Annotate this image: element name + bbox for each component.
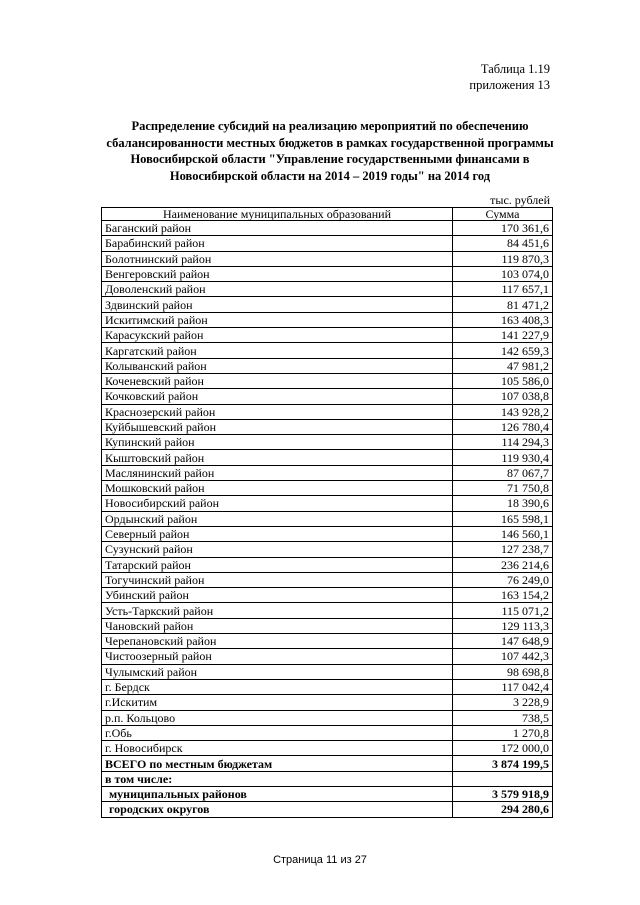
appendix-number: приложения 13 — [469, 78, 550, 92]
row-value: 105 586,0 — [453, 373, 553, 388]
row-name: Искитимский район — [102, 312, 453, 327]
row-name: р.п. Кольцово — [102, 710, 453, 725]
title-line: Новосибирской области на 2014 – 2019 годы" на 2014 год — [169, 168, 491, 183]
districts-label: муниципальных районов — [102, 786, 453, 801]
document-title — [100, 118, 560, 184]
table-number: Таблица 1.19 — [480, 62, 550, 76]
row-name: Барабинский район — [102, 236, 453, 251]
table-row — [102, 236, 553, 251]
row-name: Доволенский район — [102, 282, 453, 297]
table-row — [102, 282, 553, 297]
table-row — [102, 496, 553, 511]
cities-row — [102, 802, 553, 817]
row-value: 143 928,2 — [453, 404, 553, 419]
table-totals — [102, 756, 553, 817]
row-value: 147 648,9 — [453, 634, 553, 649]
row-name: Убинский район — [102, 588, 453, 603]
cities-value: 294 280,6 — [453, 802, 553, 817]
row-value: 119 930,4 — [453, 450, 553, 465]
row-name: Чулымский район — [102, 664, 453, 679]
total-value: 3 874 199,5 — [453, 756, 553, 771]
row-name: Черепановский район — [102, 634, 453, 649]
table-row — [102, 542, 553, 557]
table-row — [102, 404, 553, 419]
row-value: 129 113,3 — [453, 618, 553, 633]
row-value: 117 042,4 — [453, 679, 553, 694]
table-row — [102, 266, 553, 281]
row-value: 81 471,2 — [453, 297, 553, 312]
row-value: 98 698,8 — [453, 664, 553, 679]
table-row — [102, 419, 553, 434]
row-name: Баганский район — [102, 221, 453, 236]
table-row — [102, 710, 553, 725]
table-row — [102, 526, 553, 541]
including-row — [102, 771, 553, 786]
row-value: 236 214,6 — [453, 557, 553, 572]
row-value: 47 981,2 — [453, 358, 553, 373]
total-row — [102, 756, 553, 771]
row-value: 141 227,9 — [453, 328, 553, 343]
row-value: 115 071,2 — [453, 603, 553, 618]
row-name: Краснозерский район — [102, 404, 453, 419]
table-row — [102, 328, 553, 343]
table-row — [102, 603, 553, 618]
title-line: Распределение субсидий на реализацию мероприятий по обеспечению — [131, 119, 529, 133]
row-value: 1 270,8 — [453, 725, 553, 740]
row-value: 84 451,6 — [453, 236, 553, 251]
row-name: Кыштовский район — [102, 450, 453, 465]
row-name: Усть-Таркский район — [102, 603, 453, 618]
row-name: Кочковский район — [102, 389, 453, 404]
row-value: 163 154,2 — [453, 588, 553, 603]
table-row — [102, 557, 553, 572]
row-value: 87 067,7 — [453, 465, 553, 480]
row-value: 71 750,8 — [453, 481, 553, 496]
table-row — [102, 511, 553, 526]
row-name: Каргатский район — [102, 343, 453, 358]
row-name: Купинский район — [102, 435, 453, 450]
table-row — [102, 465, 553, 480]
row-name: Карасукский район — [102, 328, 453, 343]
including-value — [453, 771, 553, 786]
row-value: 103 074,0 — [453, 266, 553, 281]
table-row — [102, 343, 553, 358]
table-row — [102, 695, 553, 710]
row-value: 119 870,3 — [453, 251, 553, 266]
row-name: Колыванский район — [102, 358, 453, 373]
row-value: 142 659,3 — [453, 343, 553, 358]
row-name: Чановский район — [102, 618, 453, 633]
row-value: 127 238,7 — [453, 542, 553, 557]
row-name: г.Обь — [102, 725, 453, 740]
row-name: г. Бердск — [102, 679, 453, 694]
row-name: г.Искитим — [102, 695, 453, 710]
row-name: г. Новосибирск — [102, 741, 453, 756]
row-value: 165 598,1 — [453, 511, 553, 526]
table-row — [102, 588, 553, 603]
table-row — [102, 634, 553, 649]
table-row — [102, 664, 553, 679]
row-value: 163 408,3 — [453, 312, 553, 327]
row-value: 107 038,8 — [453, 389, 553, 404]
table-row — [102, 435, 553, 450]
row-value: 3 228,9 — [453, 695, 553, 710]
title-line: сбалансированности местных бюджетов в рамках государственной программы — [106, 135, 554, 150]
row-value: 76 249,0 — [453, 572, 553, 587]
row-value: 107 442,3 — [453, 649, 553, 664]
table-row — [102, 312, 553, 327]
table-row — [102, 649, 553, 664]
including-label: в том числе: — [102, 771, 453, 786]
table-row — [102, 221, 553, 236]
row-value: 738,5 — [453, 710, 553, 725]
table-row — [102, 450, 553, 465]
row-name: Коченевский район — [102, 373, 453, 388]
row-value: 117 657,1 — [453, 282, 553, 297]
row-name: Ордынский район — [102, 511, 453, 526]
row-name: Тогучинский район — [102, 572, 453, 587]
table-body — [102, 221, 553, 756]
cities-label: городских округов — [102, 802, 453, 817]
table-header-row — [102, 208, 553, 221]
table-row — [102, 297, 553, 312]
districts-value: 3 579 918,9 — [453, 786, 553, 801]
subsidy-table — [101, 207, 553, 818]
column-header-name: Наименование муниципальных образований — [102, 208, 453, 221]
row-value: 170 361,6 — [453, 221, 553, 236]
column-header-sum: Сумма — [453, 208, 553, 221]
table-row — [102, 358, 553, 373]
districts-row — [102, 786, 553, 801]
row-name: Болотнинский район — [102, 251, 453, 266]
table-row — [102, 679, 553, 694]
row-name: Чистоозерный район — [102, 649, 453, 664]
row-name: Маслянинский район — [102, 465, 453, 480]
total-label: ВСЕГО по местным бюджетам — [102, 756, 453, 771]
row-name: Северный район — [102, 526, 453, 541]
table-row — [102, 725, 553, 740]
table-row — [102, 618, 553, 633]
title-line: Новосибирской области "Управление государственными финансами в — [130, 152, 530, 166]
row-name: Новосибирский район — [102, 496, 453, 511]
table-row — [102, 481, 553, 496]
table-row — [102, 741, 553, 756]
row-name: Татарский район — [102, 557, 453, 572]
table-row — [102, 373, 553, 388]
row-value: 126 780,4 — [453, 419, 553, 434]
row-value: 18 390,6 — [453, 496, 553, 511]
page-number: Страница 11 из 27 — [273, 854, 367, 866]
table-row — [102, 251, 553, 266]
row-name: Сузунский район — [102, 542, 453, 557]
row-value: 114 294,3 — [453, 435, 553, 450]
row-value: 172 000,0 — [453, 741, 553, 756]
row-name: Венгеровский район — [102, 266, 453, 281]
row-name: Здвинский район — [102, 297, 453, 312]
row-name: Мошковский район — [102, 481, 453, 496]
row-name: Куйбышевский район — [102, 419, 453, 434]
table-row — [102, 389, 553, 404]
row-value: 146 560,1 — [453, 526, 553, 541]
table-row — [102, 572, 553, 587]
units-label: тыс. рублей — [490, 193, 550, 207]
table-reference — [469, 61, 550, 93]
